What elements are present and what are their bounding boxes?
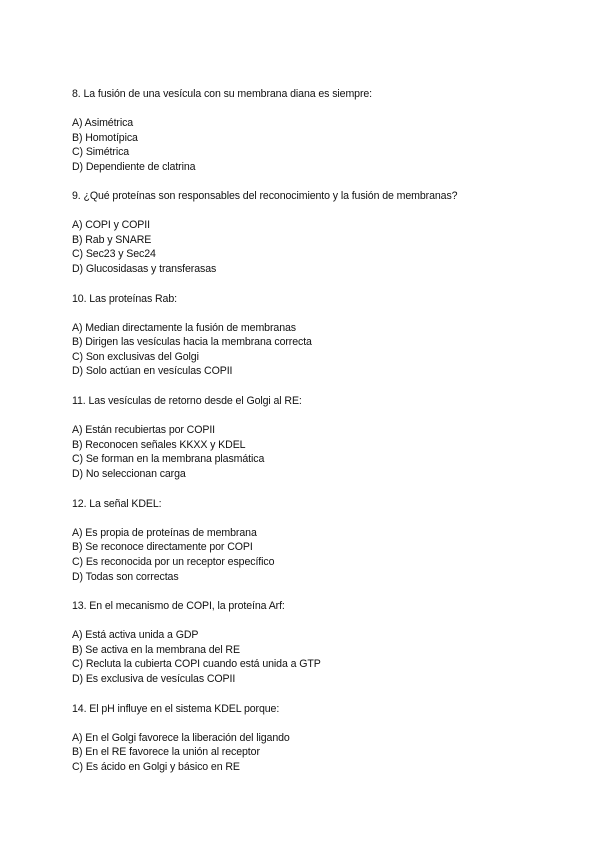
question-9-option-b: B) Rab y SNARE [72, 234, 152, 246]
question-8-option-c: C) Simétrica [72, 146, 130, 158]
question-8-option-b: B) Homotípica [72, 132, 138, 144]
question-12-option-a: A) Es propia de proteínas de membrana [72, 527, 257, 539]
question-10-option-d: D) Solo actúan en vesículas COPII [72, 365, 233, 377]
question-10-prompt: 10. Las proteínas Rab: [72, 293, 177, 305]
question-13-option-c: C) Recluta la cubierta COPI cuando está unida a GTP [72, 658, 321, 670]
question-12-option-d: D) Todas son correctas [72, 571, 179, 583]
question-9-prompt: 9. ¿Qué proteínas son responsables del reconocimiento y la fusión de membranas? [72, 190, 458, 202]
question-10-option-a: A) Median directamente la fusión de membranas [72, 322, 296, 334]
question-12-prompt: 12. La señal KDEL: [72, 498, 162, 510]
question-11-option-d: D) No seleccionan carga [72, 468, 186, 480]
question-8-option-a: A) Asimétrica [72, 117, 134, 129]
question-11-prompt: 11. Las vesículas de retorno desde el Golgi al RE: [72, 395, 302, 407]
question-10-option-c: C) Son exclusivas del Golgi [72, 351, 199, 363]
question-9-option-c: C) Sec23 y Sec24 [72, 248, 156, 260]
question-8-option-d: D) Dependiente de clatrina [72, 161, 196, 173]
question-13-option-d: D) Es exclusiva de vesículas COPII [72, 673, 236, 685]
question-14-option-b: B) En el RE favorece la unión al receptor [72, 746, 260, 758]
question-14-option-a: A) En el Golgi favorece la liberación del ligando [72, 732, 290, 744]
question-12-option-c: C) Es reconocida por un receptor específico [72, 556, 275, 568]
question-10-option-b: B) Dirigen las vesículas hacia la membrana correcta [72, 336, 312, 348]
question-12-option-b: B) Se reconoce directamente por COPI [72, 541, 253, 553]
question-13-prompt: 13. En el mecanismo de COPI, la proteína Arf: [72, 600, 285, 612]
question-9-option-a: A) COPI y COPII [72, 219, 150, 231]
question-14-prompt: 14. El pH influye en el sistema KDEL porque: [72, 703, 280, 715]
question-13-option-a: A) Está activa unida a GDP [72, 629, 199, 641]
question-11-option-a: A) Están recubiertas por COPII [72, 424, 216, 436]
question-11-option-c: C) Se forman en la membrana plasmática [72, 453, 265, 465]
question-13-option-b: B) Se activa en la membrana del RE [72, 644, 240, 656]
question-11-option-b: B) Reconocen señales KKXX y KDEL [72, 439, 246, 451]
question-8-prompt: 8. La fusión de una vesícula con su membrana diana es siempre: [72, 88, 373, 100]
question-14-option-c: C) Es ácido en Golgi y básico en RE [72, 761, 240, 773]
question-9-option-d: D) Glucosidasas y transferasas [72, 263, 217, 275]
